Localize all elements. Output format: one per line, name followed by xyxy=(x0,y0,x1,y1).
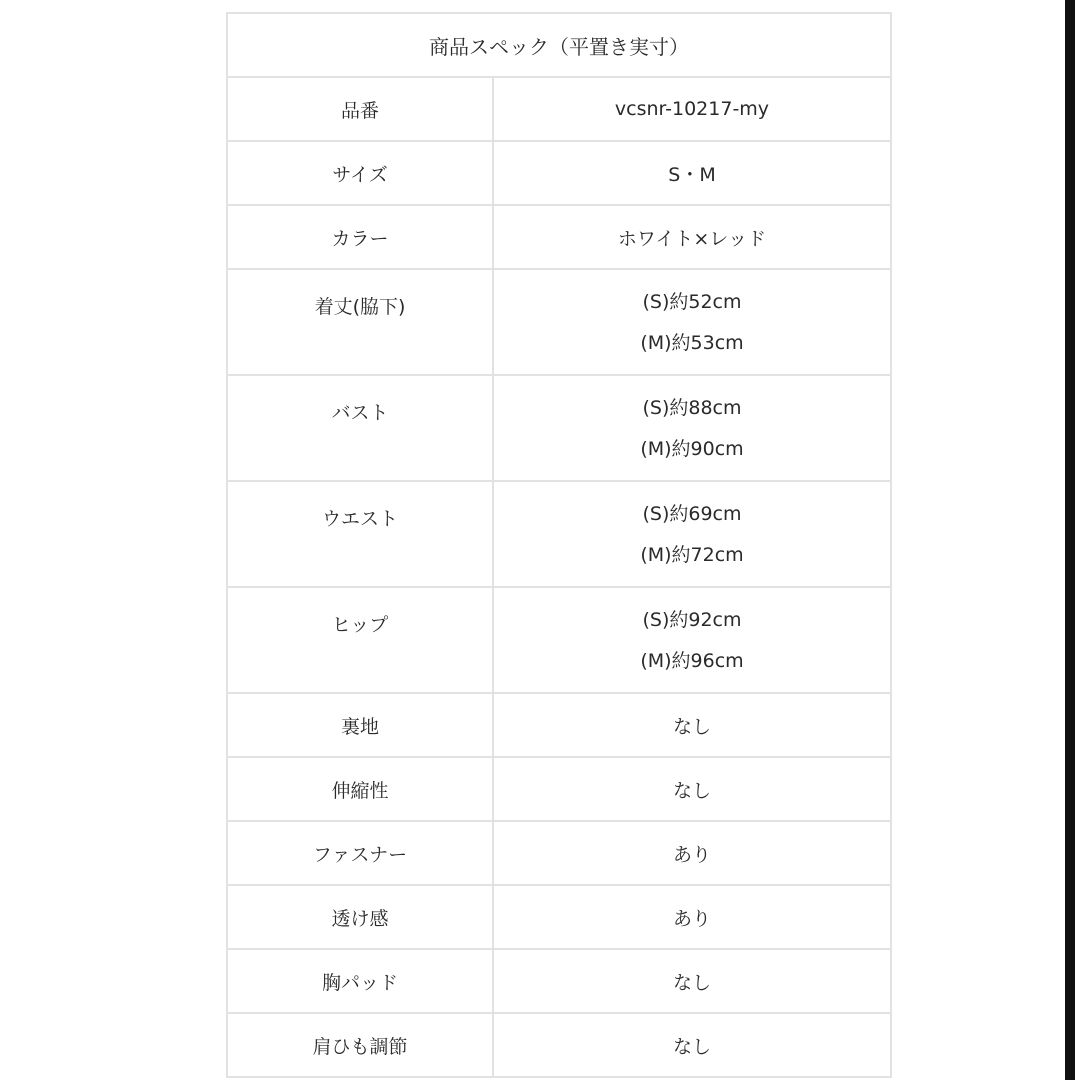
spec-value-s: (S)約88cm xyxy=(642,397,742,419)
spec-value-m: (M)約96cm xyxy=(640,650,744,672)
spec-row-length xyxy=(227,269,891,375)
spec-row-chest-pad xyxy=(227,949,891,1013)
spec-value-m: (M)約72cm xyxy=(640,544,744,566)
spec-value-s: (S)約69cm xyxy=(642,503,742,525)
spec-table-title: 商品スペック（平置き実寸） xyxy=(227,13,891,77)
spec-value: vcsnr-10217-my xyxy=(493,77,891,141)
spec-row-stretch xyxy=(227,757,891,821)
spec-row-zipper xyxy=(227,821,891,885)
spec-row-size xyxy=(227,141,891,205)
spec-row-waist xyxy=(227,481,891,587)
spec-value: S・M xyxy=(493,141,891,205)
product-spec-table xyxy=(226,12,892,1078)
spec-value-m: (M)約90cm xyxy=(640,438,744,460)
spec-label: ファスナー xyxy=(227,821,493,885)
spec-value xyxy=(493,269,891,375)
spec-row-hip xyxy=(227,587,891,693)
spec-row-bust xyxy=(227,375,891,481)
spec-label: 胸パッド xyxy=(227,949,493,1013)
spec-label: カラー xyxy=(227,205,493,269)
spec-label: 肩ひも調節 xyxy=(227,1013,493,1077)
spec-value: なし xyxy=(493,693,891,757)
spec-label: 透け感 xyxy=(227,885,493,949)
spec-value-s: (S)約52cm xyxy=(642,291,742,313)
spec-label: 品番 xyxy=(227,77,493,141)
spec-row-strap-adjust xyxy=(227,1013,891,1077)
spec-label: 伸縮性 xyxy=(227,757,493,821)
spec-row-product-number xyxy=(227,77,891,141)
spec-label: バスト xyxy=(227,375,493,481)
spec-value: あり xyxy=(493,885,891,949)
spec-row-sheerness xyxy=(227,885,891,949)
spec-value xyxy=(493,481,891,587)
spec-label: ヒップ xyxy=(227,587,493,693)
spec-label: 着丈(脇下) xyxy=(227,269,493,375)
spec-row-color xyxy=(227,205,891,269)
spec-value xyxy=(493,375,891,481)
spec-value: なし xyxy=(493,949,891,1013)
right-edge-bar xyxy=(1065,0,1075,1080)
spec-row-lining xyxy=(227,693,891,757)
spec-value: あり xyxy=(493,821,891,885)
spec-label: サイズ xyxy=(227,141,493,205)
spec-value: なし xyxy=(493,757,891,821)
spec-value-s: (S)約92cm xyxy=(642,609,742,631)
spec-value-m: (M)約53cm xyxy=(640,332,744,354)
spec-label: 裏地 xyxy=(227,693,493,757)
spec-value: なし xyxy=(493,1013,891,1077)
spec-value xyxy=(493,587,891,693)
spec-value: ホワイト×レッド xyxy=(493,205,891,269)
spec-label: ウエスト xyxy=(227,481,493,587)
